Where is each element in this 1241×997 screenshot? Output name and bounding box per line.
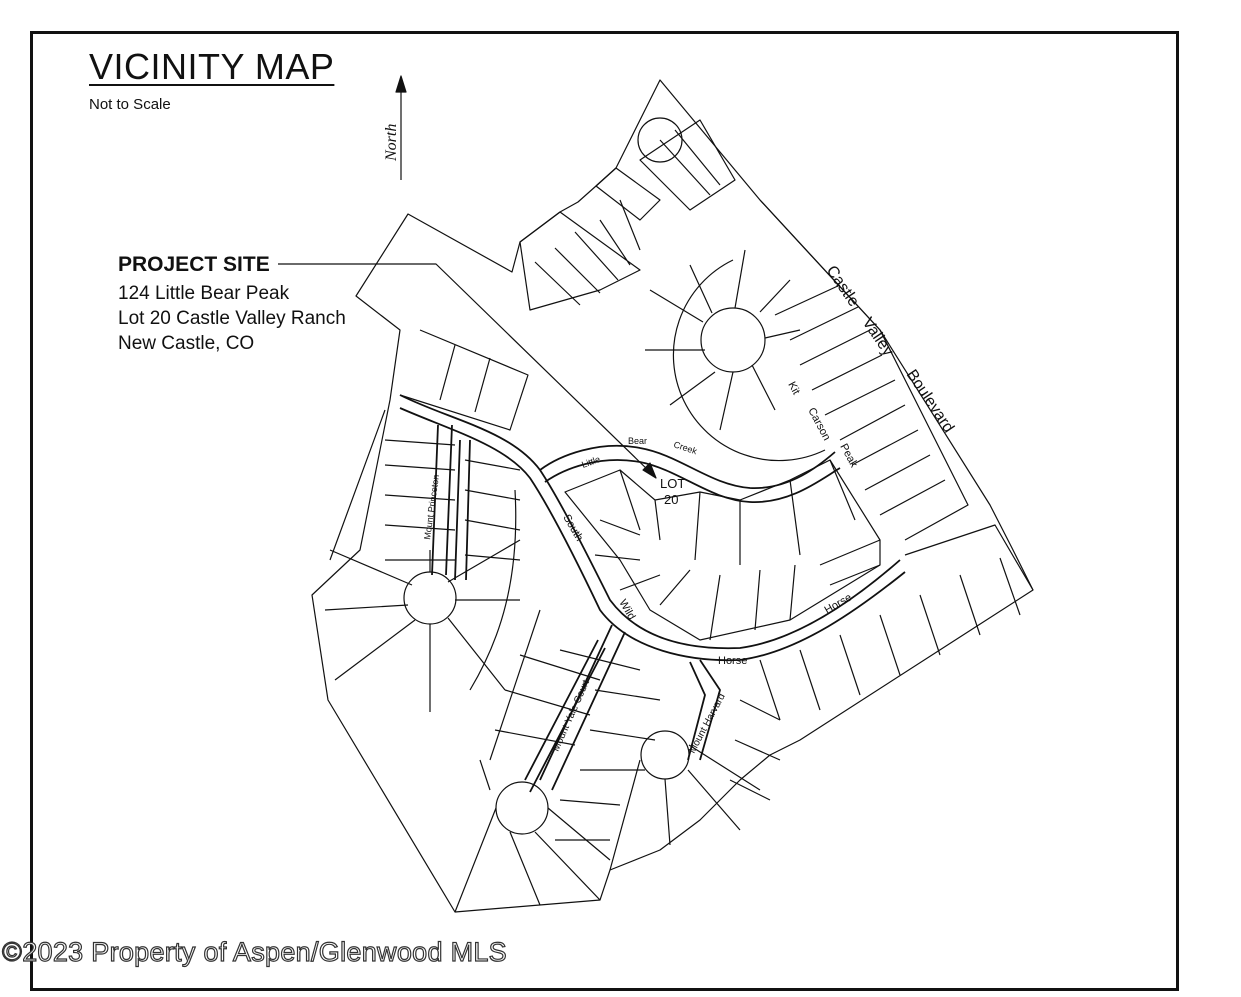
street-peak: Peak: [837, 441, 860, 470]
street-horse-east: Horse: [822, 591, 854, 617]
cul-de-sac-south: [455, 610, 660, 912]
north-arrow-icon: [396, 76, 406, 180]
street-mount-yale-court: Mount Yale Court: [550, 678, 593, 754]
north-label: North: [383, 123, 400, 161]
project-address-line1: 124 Little Bear Peak: [118, 283, 290, 304]
leader-line: [278, 264, 656, 478]
road-mount-princeton: [432, 425, 470, 580]
street-mount-harvard: Mount Harvard: [686, 691, 728, 756]
street-castle-1: Castle: [822, 262, 863, 310]
project-site-heading: PROJECT SITE: [118, 253, 270, 276]
street-carson: Carson: [805, 405, 833, 443]
street-mount-princeton: Mount Princeton: [422, 473, 442, 541]
cul-de-sac-west: [325, 410, 520, 712]
cul-de-sac-ne: [645, 250, 825, 461]
street-horse-south: Horse: [718, 655, 748, 667]
lot-label-line2: 20: [664, 492, 679, 507]
street-labels: [422, 263, 957, 756]
street-castle-3: Boulevard: [902, 366, 958, 436]
street-bear: Bear: [628, 436, 648, 446]
scale-note: Not to Scale: [89, 96, 171, 113]
lot-20-label: [660, 476, 685, 507]
project-address-line2: Lot 20 Castle Valley Ranch: [118, 308, 346, 329]
street-kit: Kit: [785, 379, 802, 397]
street-south: South: [560, 512, 586, 544]
street-wild: Wild: [616, 597, 638, 623]
cul-de-sac-southeast: [610, 700, 780, 870]
street-little: Little: [580, 453, 602, 470]
project-address-line3: New Castle, CO: [118, 333, 255, 354]
map-title: VICINITY MAP: [89, 46, 335, 87]
lot-label-line1: LOT: [660, 476, 686, 491]
street-creek: Creek: [672, 439, 699, 457]
street-castle-2: Valley: [858, 314, 897, 360]
mls-watermark: ©2023 Property of Aspen/Glenwood MLS: [2, 937, 507, 967]
